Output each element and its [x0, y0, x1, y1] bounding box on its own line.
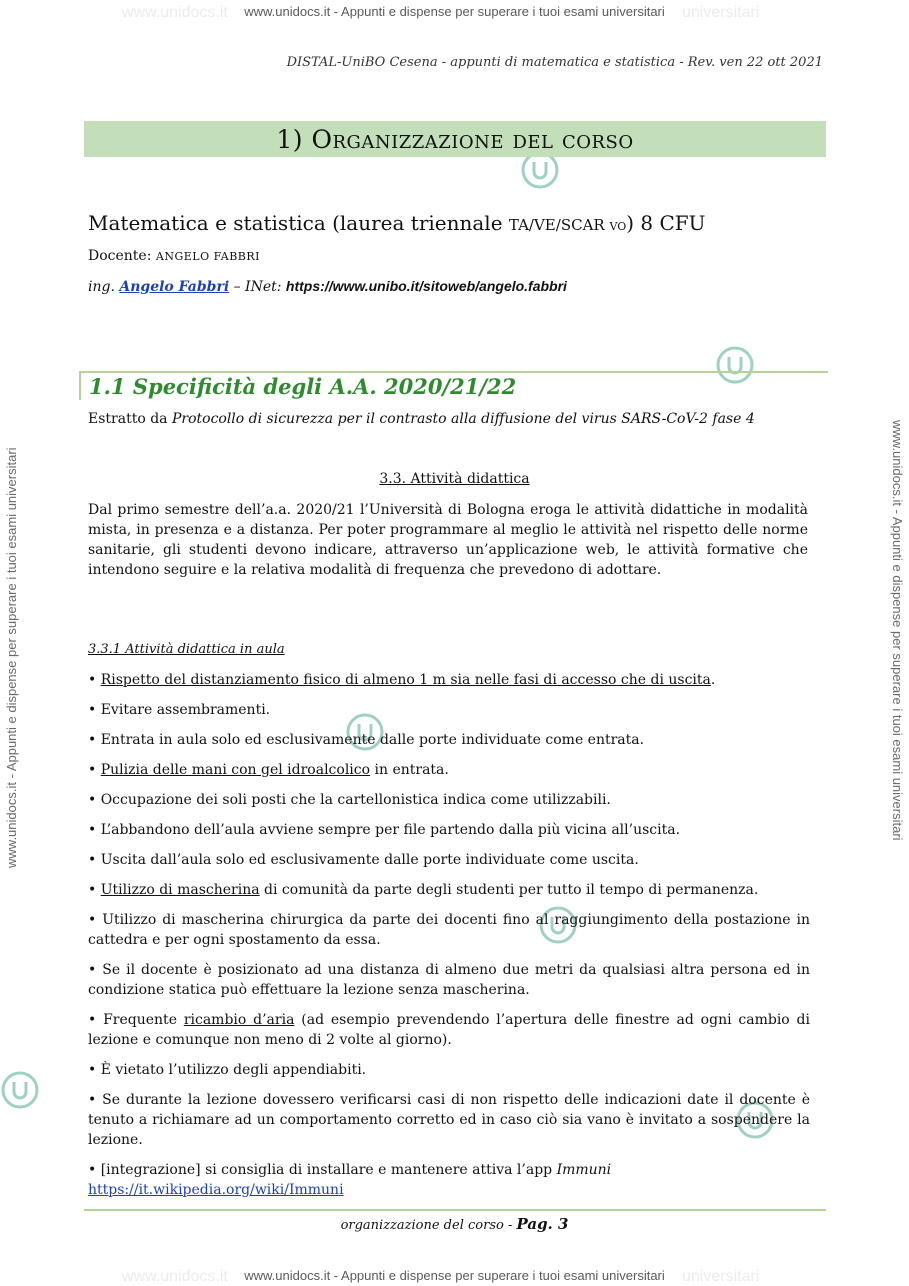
teacher-link[interactable]: Angelo Fabbri: [119, 279, 230, 295]
watermark-side-right: www.unidocs.it - Appunti e dispense per superare i tuoi esami universitari: [890, 420, 905, 841]
watermark-ghost-right-bottom: universitari: [682, 1268, 760, 1285]
chapter-title-band: [84, 121, 826, 157]
rule-item: [88, 700, 810, 720]
subsubheading-aula: 3.3.1 Attività didattica in aula: [88, 642, 285, 657]
rule-text: • Evitare assembramenti.: [88, 702, 271, 718]
section-heading: 1.1 Specificità degli A.A. 2020/21/22: [89, 374, 517, 399]
rule-item: [88, 760, 810, 780]
rule-item: [88, 880, 810, 900]
course-code: TA/VE/SCAR vo: [508, 216, 627, 234]
rule-text: • Frequente: [88, 1012, 184, 1028]
ing-line: [88, 278, 567, 295]
rule-item: [88, 910, 810, 950]
rule-text: • Se durante la lezione dovessero verificarsi casi di non rispetto delle indicazioni date il docente è tenuto a richiamare ad un comportamento corretto ed in caso ciò sia vano è invitato a sospendere la lezione.: [88, 1092, 810, 1148]
section-heading-box: [79, 371, 828, 400]
estratto-prefix: Estratto da: [88, 411, 172, 427]
watermark-ghost-left: www.unidocs.it: [122, 4, 228, 21]
rule-text: • Se il docente è posizionato ad una distanza di almeno due metri da qualsiasi altra persona ed in condizione statica può effettuare la lezione senza mascherina.: [88, 962, 810, 998]
course-name: Matematica e statistica (laurea triennale: [88, 211, 509, 235]
unidocs-logo-icon: [0, 1070, 40, 1110]
rule-text: • Entrata in aula solo ed esclusivamente dalle porte individuate come entrata.: [88, 732, 645, 748]
rule-text: .: [710, 672, 716, 688]
rule-item: [88, 730, 810, 750]
rule-emphasis: Utilizzo di mascherina: [100, 882, 260, 898]
teacher-url[interactable]: https://www.unibo.it/sitoweb/angelo.fabbri: [285, 278, 567, 294]
rule-text: • Uscita dall’aula solo ed esclusivamente dalle porte individuate come uscita.: [88, 852, 639, 868]
docente-label: Docente:: [88, 248, 156, 264]
rule-item: [88, 1160, 810, 1200]
estratto-line: [88, 411, 755, 427]
rules-list: [88, 670, 810, 1210]
rule-text: • È vietato l’utilizzo degli appendiabiti.: [88, 1062, 367, 1078]
docente-name: ANGELO FABBRI: [155, 250, 260, 263]
chapter-title: 1) Organizzazione del corso: [276, 125, 634, 154]
rule-text: •: [88, 672, 101, 688]
course-line: [88, 211, 706, 235]
footer-rule: [84, 1209, 826, 1211]
footer: [0, 1215, 909, 1233]
footer-label: organizzazione del corso -: [340, 1218, 517, 1233]
course-credits: ) 8 CFU: [626, 211, 706, 235]
rule-emphasis: Rispetto del distanziamento fisico di almeno 1 m sia nelle fasi di accesso che di uscita: [100, 672, 711, 688]
docente-line: [88, 248, 260, 264]
ing-middle: – INet:: [229, 279, 286, 295]
rule-text: • Utilizzo di mascherina chirurgica da parte dei docenti fino al raggiungimento della postazione in cattedra e per ogni spostamento da essa.: [88, 912, 810, 948]
rule-item: [88, 790, 810, 810]
estratto-title: Protocollo di sicurezza per il contrasto alla diffusione del virus SARS-CoV-2 fase 4: [171, 411, 755, 427]
rule-italic: Immuni: [556, 1162, 612, 1178]
paragraph-attivita: Dal primo semestre dell’a.a. 2020/21 l’Università di Bologna eroga le attività didattiche in modalità mista, in presenza e a distanza. Per poter programmare al meglio le attività nel rispetto delle norme sanitarie, gli studenti devono indicare, attraverso un’applicazione web, le attività formative che intendono seguire e la relativa modalità di frequenza che prevedono di adottare.: [88, 502, 808, 578]
rule-item: [88, 960, 810, 1000]
watermark-ghost-right: universitari: [682, 4, 760, 21]
rule-item: [88, 1010, 810, 1050]
rule-item: [88, 850, 810, 870]
rule-text: • [integrazione] si consiglia di installare e mantenere attiva l’app: [88, 1162, 557, 1178]
rule-item: [88, 820, 810, 840]
watermark-header: [0, 4, 909, 19]
watermark-header-text[interactable]: www.unidocs.it - Appunti e dispense per superare i tuoi esami universitari: [244, 4, 665, 19]
rule-emphasis: ricambio d’aria: [183, 1012, 295, 1028]
watermark-footer: [0, 1268, 909, 1283]
rule-text: (ad esempio prevendendo l’apertura delle finestre ad ogni cambio di lezione e comunque non meno di 2 volte al giorno).: [88, 1012, 810, 1048]
rule-text: di comunità da parte degli studenti per tutto il tempo di permanenza.: [259, 882, 759, 898]
running-head: DISTAL-UniBO Cesena - appunti di matematica e statistica - Rev. ven 22 ott 2021: [286, 55, 823, 70]
page-number: Pag. 3: [516, 1215, 569, 1233]
rule-text: • Occupazione dei soli posti che la cartellonistica indica come utilizzabili.: [88, 792, 611, 808]
rule-emphasis: Pulizia delle mani con gel idroalcolico: [100, 762, 371, 778]
rule-text: •: [88, 762, 101, 778]
rule-item: [88, 1060, 810, 1080]
rule-item: [88, 670, 810, 690]
watermark-footer-text[interactable]: www.unidocs.it - Appunti e dispense per superare i tuoi esami universitari: [244, 1268, 665, 1283]
rule-text: • L’abbandono dell’aula avviene sempre per file partendo dalla più vicina all’uscita.: [88, 822, 681, 838]
subheading-attivita: 3.3. Attività didattica: [379, 471, 530, 487]
ing-prefix: ing.: [88, 279, 120, 295]
rule-text: •: [88, 882, 101, 898]
watermark-side-left: www.unidocs.it - Appunti e dispense per superare i tuoi esami universitari: [4, 447, 19, 868]
rule-text: in entrata.: [370, 762, 449, 778]
rule-item: [88, 1090, 810, 1150]
watermark-ghost-left-bottom: www.unidocs.it: [122, 1268, 228, 1285]
immuni-link[interactable]: https://it.wikipedia.org/wiki/Immuni: [88, 1182, 344, 1198]
